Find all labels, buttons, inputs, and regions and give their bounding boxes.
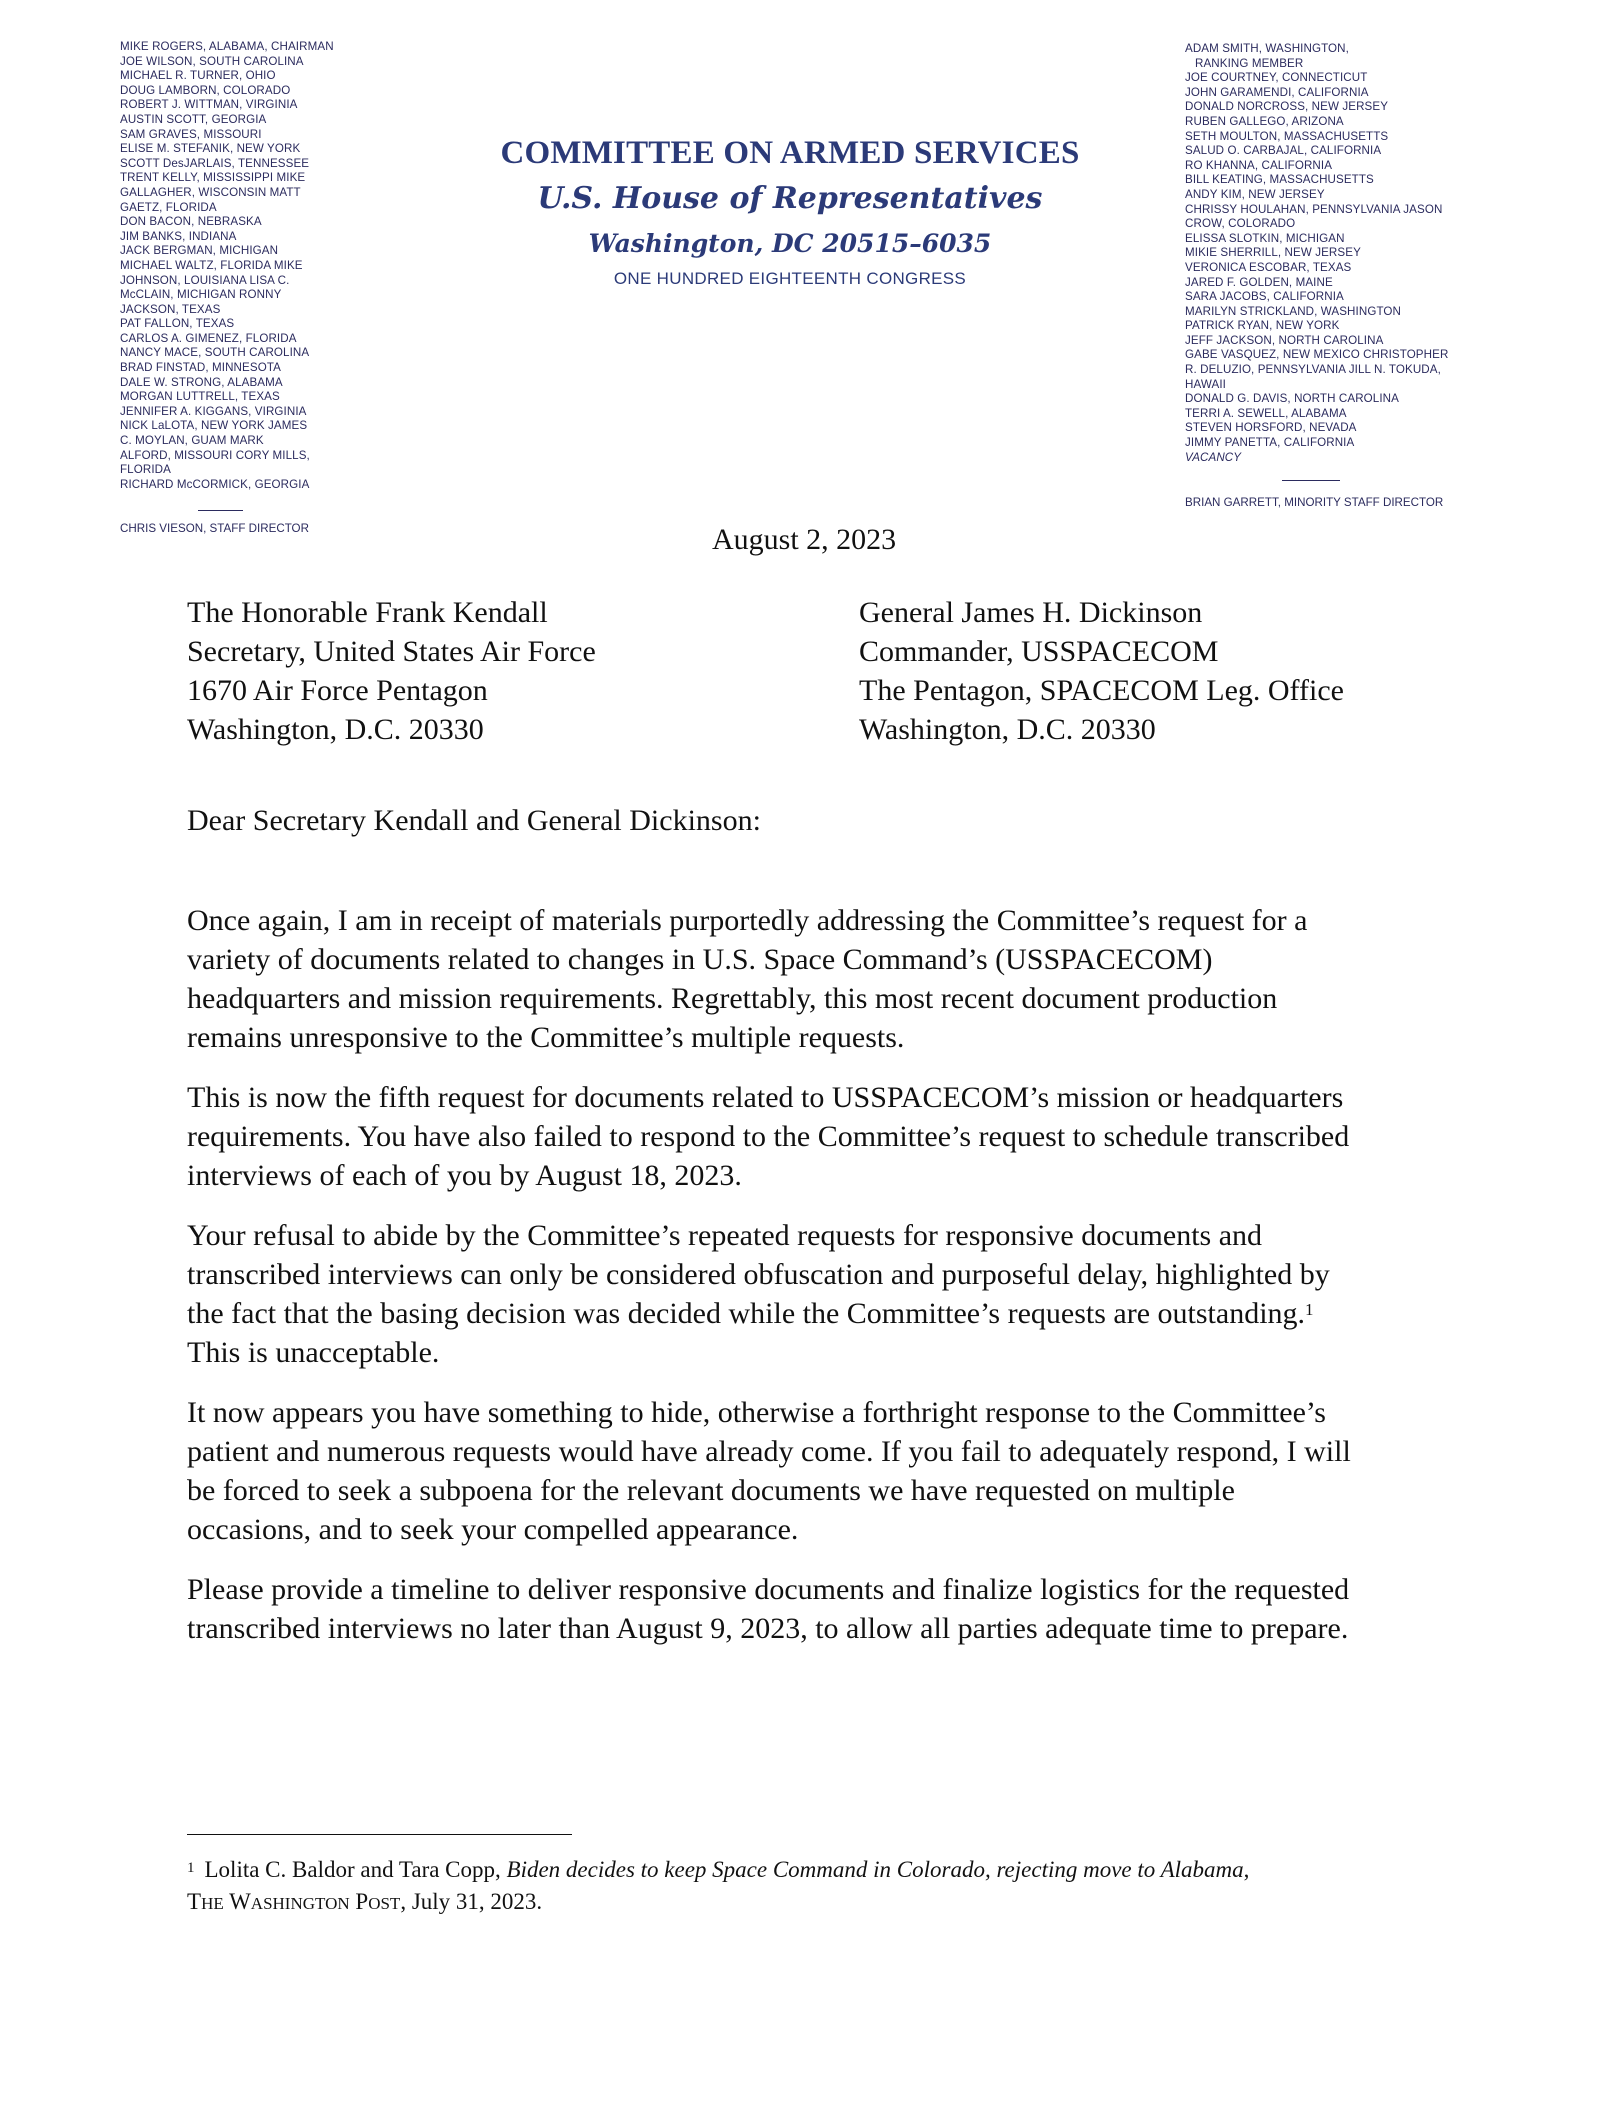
member-name: MORGAN LUTTRELL, TEXAS bbox=[120, 390, 280, 404]
member-name: MIKIE SHERRILL, NEW JERSEY bbox=[1185, 246, 1361, 260]
text-line: transcribed interviews can only be considered obfuscation and purposeful delay, highlighted by bbox=[187, 1258, 1330, 1291]
member-name: MIKE ROGERS, ALABAMA, CHAIRMAN bbox=[120, 40, 334, 53]
member-name: DALE W. STRONG, ALABAMA bbox=[120, 375, 283, 389]
address-line: Secretary, United States Air Force bbox=[187, 635, 596, 668]
member-title: RANKING MEMBER bbox=[1195, 56, 1304, 70]
majority-staff-director: CHRIS VIESON, STAFF DIRECTOR bbox=[120, 522, 309, 535]
member-name: JACKSON, TEXAS bbox=[120, 302, 221, 316]
minority-member-list bbox=[1185, 42, 1475, 465]
body-paragraph bbox=[187, 1216, 1437, 1372]
congress-label: ONE HUNDRED EIGHTEENTH CONGRESS bbox=[613, 269, 967, 288]
member-name: PATRICK RYAN, NEW YORK bbox=[1185, 319, 1340, 333]
footnote-number: 1 bbox=[187, 1860, 195, 1876]
text-line: be forced to seek a subpoena for the relevant documents we have requested on multiple bbox=[187, 1474, 1235, 1507]
member-name: JIMMY PANETTA, CALIFORNIA bbox=[1185, 436, 1355, 450]
member-name: MARILYN STRICKLAND, WASHINGTON bbox=[1185, 304, 1402, 318]
member-name: RICHARD McCORMICK, GEORGIA bbox=[120, 477, 310, 491]
member-name: STEVEN HORSFORD, NEVADA bbox=[1185, 421, 1357, 435]
member-name: JOE COURTNEY, CONNECTICUT bbox=[1185, 71, 1368, 85]
member-name: ALFORD, MISSOURI CORY MILLS, bbox=[120, 448, 310, 462]
member-name: DONALD G. DAVIS, NORTH CAROLINA bbox=[1185, 392, 1399, 406]
member-name: NANCY MACE, SOUTH CAROLINA bbox=[120, 346, 310, 360]
member-name: RO KHANNA, CALIFORNIA bbox=[1185, 158, 1333, 172]
member-name: SCOTT DesJARLAIS, TENNESSEE bbox=[120, 156, 310, 170]
address-line: General James H. Dickinson bbox=[859, 596, 1203, 629]
member-name: R. DELUZIO, PENNSYLVANIA JILL N. TOKUDA, bbox=[1185, 363, 1441, 377]
text-line: patient and numerous requests would have already come. If you fail to adequately respond, I will bbox=[187, 1435, 1351, 1468]
member-name: JENNIFER A. KIGGANS, VIRGINIA bbox=[120, 404, 307, 418]
majority-member-list bbox=[120, 40, 370, 492]
footnote bbox=[187, 1854, 1447, 1920]
body-paragraph bbox=[187, 1078, 1437, 1195]
text-line: variety of documents related to changes in U.S. Space Command’s (USSPACECOM) bbox=[187, 943, 1213, 976]
member-name: NICK LaLOTA, NEW YORK JAMES bbox=[120, 419, 308, 433]
member-name: TERRI A. SEWELL, ALABAMA bbox=[1185, 406, 1347, 420]
footnote-date: , July 31, 2023. bbox=[400, 1889, 543, 1914]
text-line: Please provide a timeline to deliver responsive documents and finalize logistics for the requested bbox=[187, 1573, 1350, 1606]
footnote-title: Biden decides to keep Space Command in Colorado, rejecting move to Alabama bbox=[506, 1857, 1244, 1882]
city-zip: Washington, DC 20515–6035 bbox=[588, 229, 992, 258]
text-line: occasions, and to seek your compelled appearance. bbox=[187, 1513, 799, 1546]
recipient-address-right bbox=[859, 593, 1344, 749]
text-line: Your refusal to abide by the Committee’s repeated requests for responsive documents and bbox=[187, 1219, 1263, 1252]
body-paragraph bbox=[187, 901, 1437, 1057]
address-line: The Pentagon, SPACECOM Leg. Office bbox=[859, 674, 1344, 707]
footnote-reference[interactable]: 1 bbox=[1305, 1300, 1314, 1319]
member-name: JIM BANKS, INDIANA bbox=[120, 229, 237, 243]
vacancy-seat: VACANCY bbox=[1185, 450, 1242, 464]
member-name: MICHAEL R. TURNER, OHIO bbox=[120, 69, 276, 83]
member-name: PAT FALLON, TEXAS bbox=[120, 317, 235, 331]
member-name: HAWAII bbox=[1185, 377, 1226, 391]
member-name: GALLAGHER, WISCONSIN MATT bbox=[120, 185, 301, 199]
letterhead bbox=[470, 132, 1110, 294]
member-name: SAM GRAVES, MISSOURI bbox=[120, 127, 262, 141]
staff-divider bbox=[198, 510, 243, 511]
body-paragraph bbox=[187, 1393, 1437, 1549]
member-name: JACK BERGMAN, MICHIGAN bbox=[120, 244, 279, 258]
member-name: MICHAEL WALTZ, FLORIDA MIKE bbox=[120, 258, 303, 272]
member-name: BRAD FINSTAD, MINNESOTA bbox=[120, 361, 281, 375]
footnote-authors: Lolita C. Baldor and Tara Copp, bbox=[204, 1857, 501, 1882]
text-line: requirements. You have also failed to respond to the Committee’s request to schedule transcribed bbox=[187, 1120, 1350, 1153]
member-name: SETH MOULTON, MASSACHUSETTS bbox=[1185, 129, 1389, 143]
member-name: GAETZ, FLORIDA bbox=[120, 200, 217, 214]
member-name: ROBERT J. WITTMAN, VIRGINIA bbox=[120, 98, 298, 112]
member-name: CROW, COLORADO bbox=[1185, 217, 1296, 231]
address-line: Washington, D.C. 20330 bbox=[187, 713, 484, 746]
text-line: This is now the fifth request for documents related to USSPACECOM’s mission or headquarters bbox=[187, 1081, 1344, 1114]
address-line: Commander, USSPACECOM bbox=[859, 635, 1219, 668]
text-line: interviews of each of you by August 18, 2023. bbox=[187, 1159, 742, 1192]
address-line: The Honorable Frank Kendall bbox=[187, 596, 548, 629]
salutation: Dear Secretary Kendall and General Dickinson: bbox=[187, 804, 761, 837]
member-name: VERONICA ESCOBAR, TEXAS bbox=[1185, 260, 1352, 274]
house-name: U.S. House of Representatives bbox=[537, 181, 1043, 216]
member-name: ELISSA SLOTKIN, MICHIGAN bbox=[1185, 231, 1345, 245]
staff-divider bbox=[1282, 480, 1340, 481]
text-line-with-footnote bbox=[187, 1294, 1437, 1333]
member-name: JOHN GARAMENDI, CALIFORNIA bbox=[1185, 85, 1369, 99]
member-name: AUSTIN SCOTT, GEORGIA bbox=[120, 112, 267, 126]
member-name: TRENT KELLY, MISSISSIPPI MIKE bbox=[120, 171, 306, 185]
member-name: RUBEN GALLEGO, ARIZONA bbox=[1185, 114, 1344, 128]
member-name: CHRISSY HOULAHAN, PENNSYLVANIA JASON bbox=[1185, 202, 1443, 216]
address-line: 1670 Air Force Pentagon bbox=[187, 674, 488, 707]
member-name: GABE VASQUEZ, NEW MEXICO CHRISTOPHER bbox=[1185, 348, 1449, 362]
minority-staff-director: BRIAN GARRETT, MINORITY STAFF DIRECTOR bbox=[1185, 496, 1444, 509]
member-name: BILL KEATING, MASSACHUSETTS bbox=[1185, 173, 1374, 187]
member-name: JEFF JACKSON, NORTH CAROLINA bbox=[1185, 333, 1384, 347]
member-name: SARA JACOBS, CALIFORNIA bbox=[1185, 290, 1344, 304]
member-name: McCLAIN, MICHIGAN RONNY bbox=[120, 288, 282, 302]
member-name: JARED F. GOLDEN, MAINE bbox=[1185, 275, 1333, 289]
text-line: Once again, I am in receipt of materials purportedly addressing the Committee’s request for a bbox=[187, 904, 1308, 937]
text-line: the fact that the basing decision was decided while the Committee’s requests are outstanding. bbox=[187, 1297, 1306, 1330]
committee-name: COMMITTEE ON ARMED SERVICES bbox=[500, 135, 1080, 171]
member-name: SALUD O. CARBAJAL, CALIFORNIA bbox=[1185, 144, 1382, 158]
member-name: DONALD NORCROSS, NEW JERSEY bbox=[1185, 100, 1389, 114]
footnote-publication: THE WASHINGTON POST bbox=[187, 1889, 401, 1914]
text-line: transcribed interviews no later than August 9, 2023, to allow all parties adequate time to prepare. bbox=[187, 1612, 1349, 1645]
footnote-line: $^1$ Lolita C. Baldor and Tara Copp, Biden decides to keep Space Command in Colorado, rejecting move to Alabama, bbox=[187, 1857, 1250, 1882]
member-name: ADAM SMITH, WASHINGTON, bbox=[1185, 42, 1349, 55]
member-name: C. MOYLAN, GUAM MARK bbox=[120, 434, 264, 448]
letter-body bbox=[187, 901, 1437, 1669]
member-name: FLORIDA bbox=[120, 463, 171, 477]
member-name: JOE WILSON, SOUTH CAROLINA bbox=[120, 54, 304, 68]
footnote-divider bbox=[187, 1834, 572, 1835]
member-name: CARLOS A. GIMENEZ, FLORIDA bbox=[120, 331, 297, 345]
recipient-address-left bbox=[187, 593, 596, 749]
member-name: DOUG LAMBORN, COLORADO bbox=[120, 83, 291, 97]
text-line: It now appears you have something to hide, otherwise a forthright response to the Committee’s bbox=[187, 1396, 1326, 1429]
member-name: JOHNSON, LOUISIANA LISA C. bbox=[120, 273, 290, 287]
text-line: This is unacceptable. bbox=[187, 1336, 440, 1369]
letter-date: August 2, 2023 bbox=[712, 523, 897, 556]
member-name: ELISE M. STEFANIK, NEW YORK bbox=[120, 142, 301, 156]
footnote-line bbox=[187, 1886, 1447, 1920]
text-line: remains unresponsive to the Committee’s multiple requests. bbox=[187, 1021, 905, 1054]
member-name: ANDY KIM, NEW JERSEY bbox=[1185, 187, 1325, 201]
text-line: headquarters and mission requirements. Regrettably, this most recent document production bbox=[187, 982, 1278, 1015]
address-line: Washington, D.C. 20330 bbox=[859, 713, 1156, 746]
member-name: DON BACON, NEBRASKA bbox=[120, 215, 262, 229]
body-paragraph bbox=[187, 1570, 1437, 1648]
